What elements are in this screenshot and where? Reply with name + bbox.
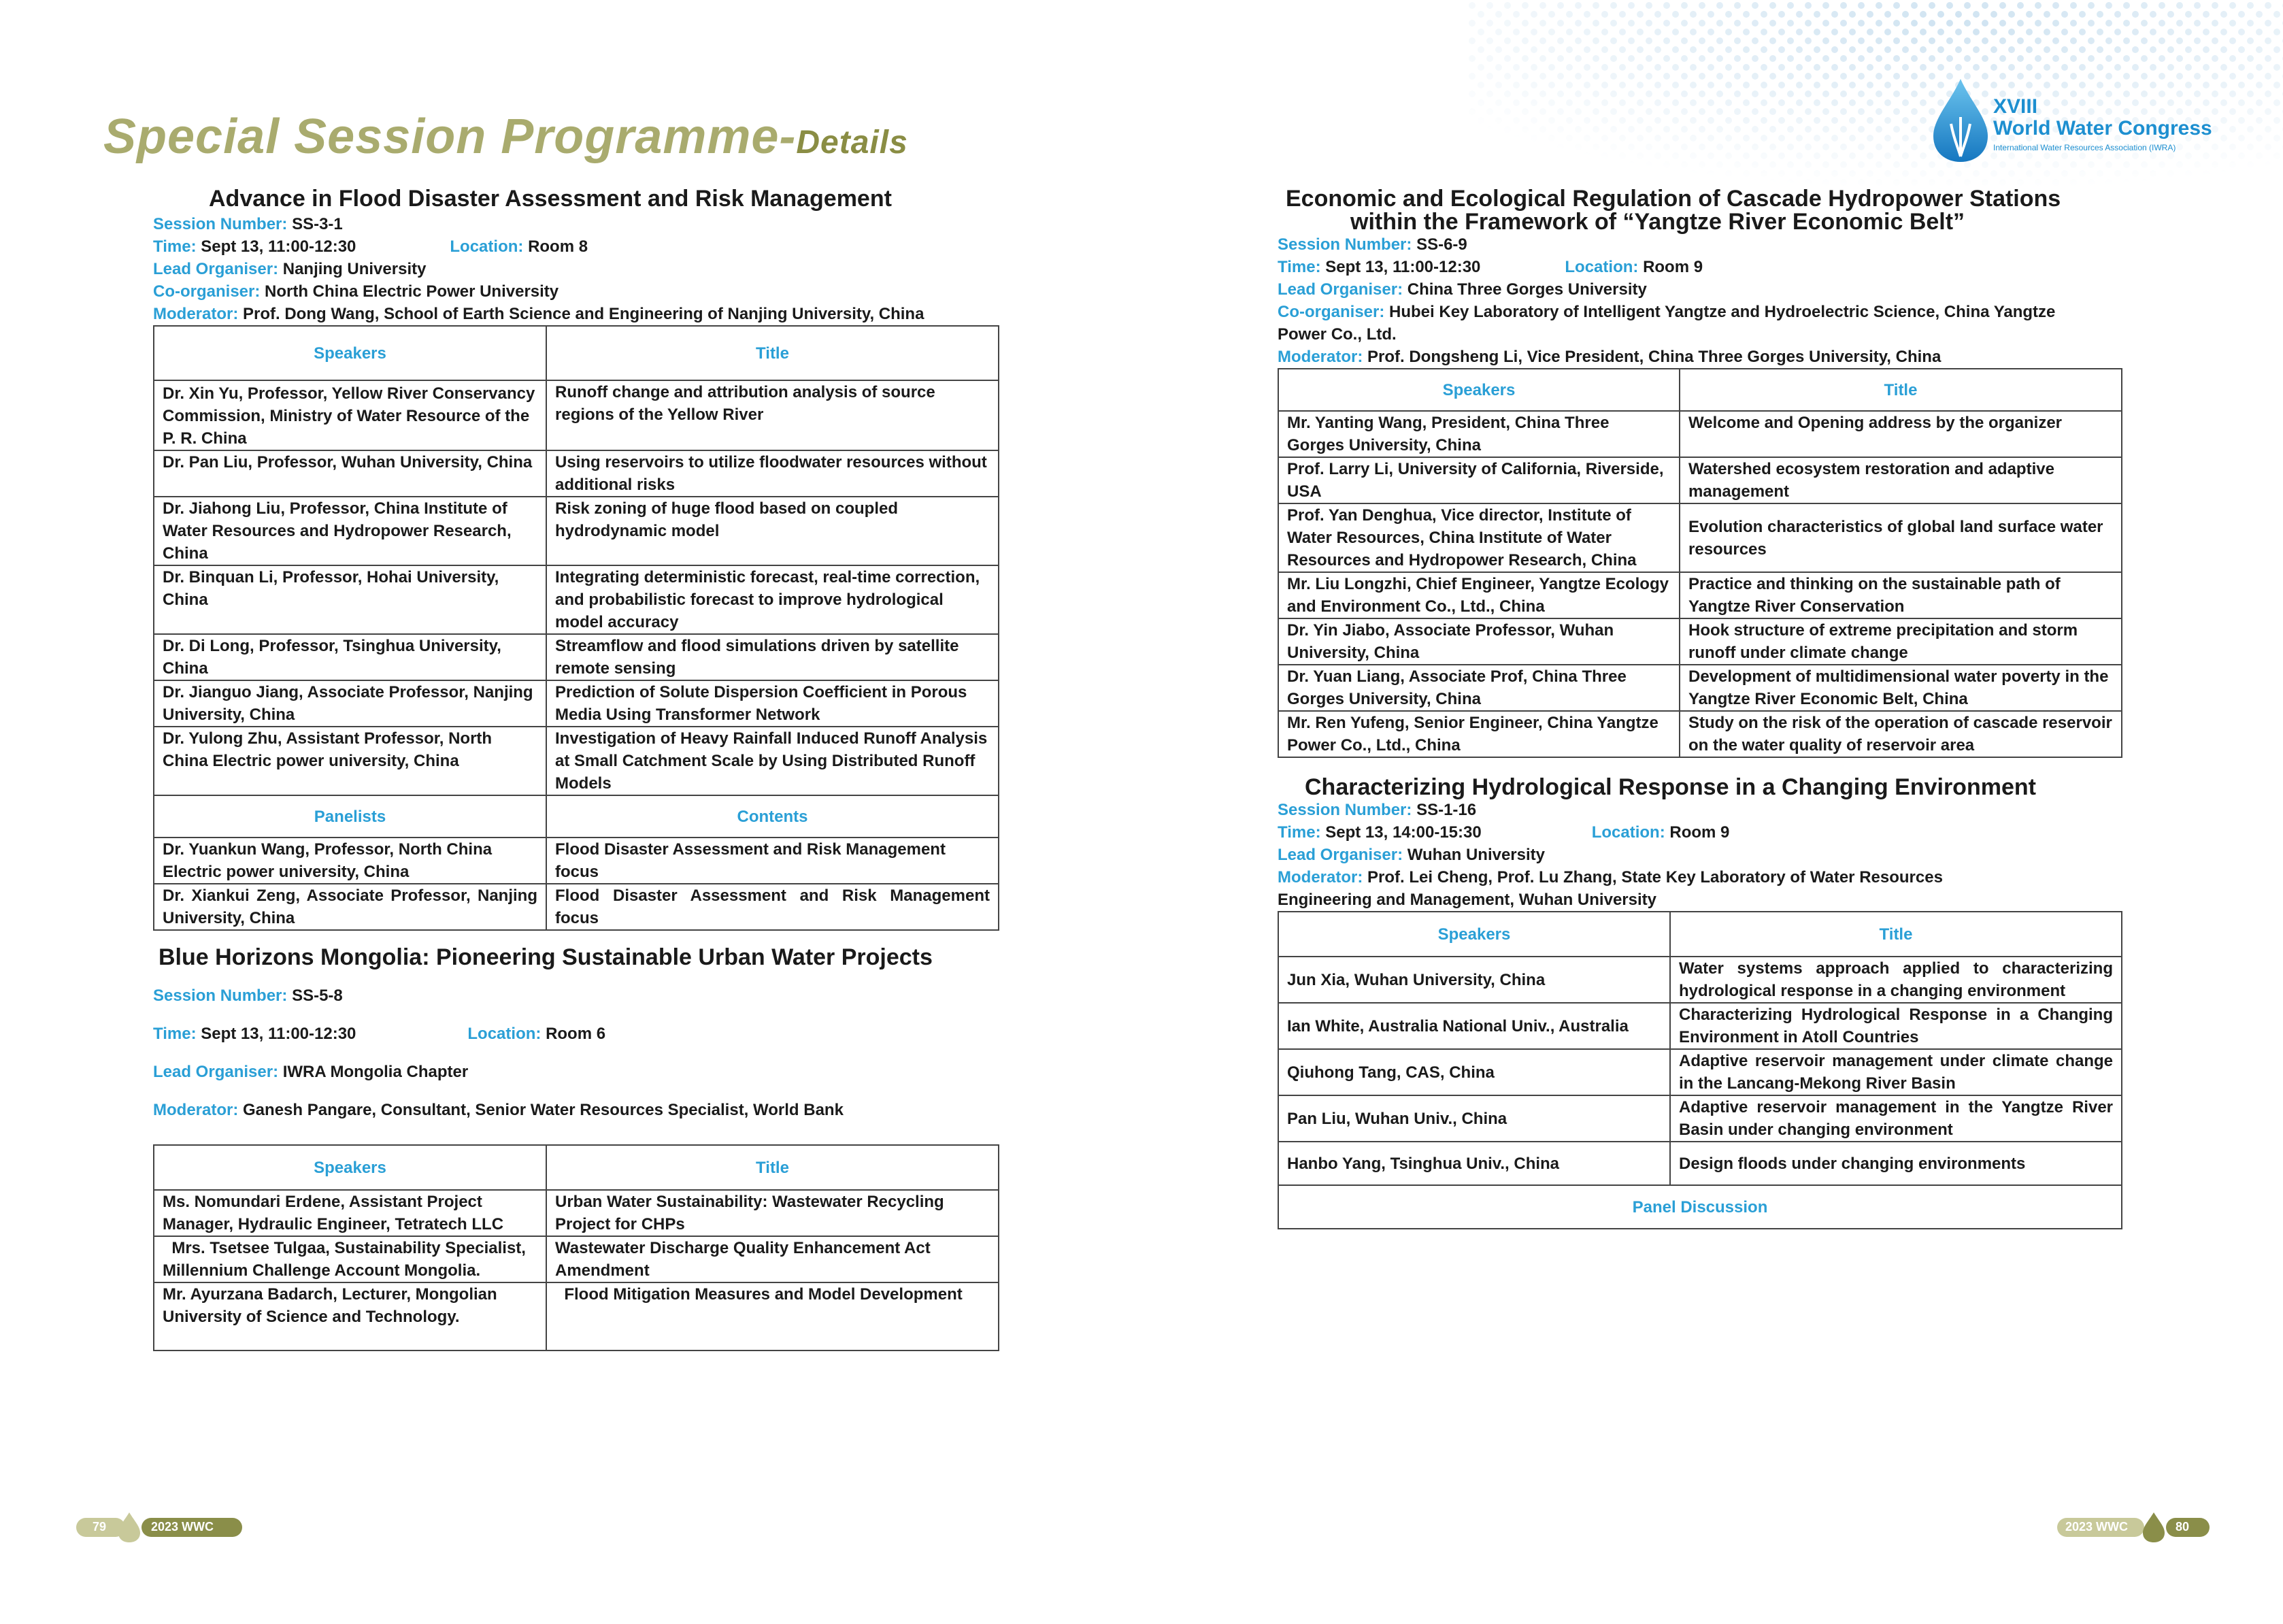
col-header-speakers: Speakers [154,1145,546,1190]
logo-org: International Water Resources Association (IWRA) [1993,143,2176,152]
session-title-line2: within the Framework of “Yangtze River Economic Belt” [1350,209,1965,235]
speakers-table [1278,368,2122,758]
footer-right [2057,1512,2211,1539]
session-meta: Session Number: SS-5-8 Time: Sept 13, 11:00-12:30 Location: Room 6 Lead Organiser: IWRA Mongolia Chapter Moderator: Ganesh Pangare, Consultant, Senior Water Resources Specialist, World Bank [153,987,844,1119]
speakers-table [153,325,999,931]
session-title: Economic and Ecological Regulation of Cascade Hydropower Stations [1286,186,2061,212]
speakers-table [1278,911,2122,1229]
table-row: Pan Liu, Wuhan Univ., China Adaptive reservoir management in the Yangtze River Basin under changing environment [1278,1095,2122,1142]
table-row: Dr. Yuan Liang, Associate Prof, China Three Gorges University, China Development of multidimensional water poverty in the Yangtze River Economic Belt, China [1278,665,2122,711]
session-title: Advance in Flood Disaster Assessment and Risk Management [209,186,892,212]
page-title: Special Session Programme-Details [103,110,908,164]
col-header-speakers: Speakers [1278,369,1680,411]
col-header-panelists: Panelists [154,795,546,838]
col-header-title: Title [1670,912,2122,957]
table-row: Hanbo Yang, Tsinghua Univ., China Design floods under changing environments [1278,1142,2122,1185]
table-row: Ian White, Australia National Univ., Australia Characterizing Hydrological Response in a Changing Environment in Atoll Countries [1278,1003,2122,1049]
left-column [153,187,998,1351]
speakers-table [153,1144,999,1351]
col-header-contents: Contents [546,795,999,838]
page-number: 79 [93,1520,107,1534]
wwc-logo [1931,76,2216,165]
footer-label: 2023 WWC [151,1520,214,1534]
panel-discussion-row: Panel Discussion [1278,1185,2122,1229]
table-row: Dr. Jianguo Jiang, Associate Professor, Nanjing University, China Prediction of Solute Dispersion Coefficient in Porous Media Using Transformer Network [154,680,999,727]
page-number: 80 [2176,1520,2190,1534]
footer-label: 2023 WWC [2065,1520,2129,1534]
table-row: Mr. Ren Yufeng, Senior Engineer, China Yangtze Power Co., Ltd., China Study on the risk of the operation of cascade reservoir on the water quality of reservoir area [1278,711,2122,757]
logo-edition: XVIII [1993,95,2038,118]
col-header-speakers: Speakers [1278,912,1670,957]
session-meta: Session Number: SS-1-16 Time: Sept 13, 14:00-15:30 Location: Room 9 Lead Organiser: Wuhan University Moderator: Prof. Lei Cheng, Prof. Lu Zhang, State Key Laboratory of Water Resources Engineering and Management, Wuhan University [1278,801,1943,909]
right-column [1278,187,2121,1229]
table-row: Prof. Yan Denghua, Vice director, Institute of Water Resources, China Institute of Water Resources and Hydropower Research, China Evolution characteristics of global land surface water resources [1278,503,2122,572]
table-row: Dr. Di Long, Professor, Tsinghua University, China Streamflow and flood simulations driven by satellite remote sensing [154,634,999,680]
table-row: Mr. Ayurzana Badarch, Lecturer, Mongolian University of Science and Technology. Flood Mitigation Measures and Model Development [154,1282,999,1350]
table-row: Dr. Xin Yu, Professor, Yellow River Conservancy Commission, Ministry of Water Resource of the P. R. China Runoff change and attribution analysis of source regions of the Yellow River [154,380,999,450]
table-row: Dr. Yuankun Wang, Professor, North China Electric power university, China Flood Disaster Assessment and Risk Management focus [154,838,999,884]
table-row: Qiuhong Tang, CAS, China Adaptive reservoir management under climate change in the Lancang-Mekong River Basin [1278,1049,2122,1095]
footer-left [76,1512,239,1539]
col-header-speakers: Speakers [154,326,546,380]
session-meta: Session Number: SS-6-9 Time: Sept 13, 11:00-12:30 Location: Room 9 Lead Organiser: China Three Gorges University Co-organiser: Hubei Key Laboratory of Intelligent Yangtze and Hydroelectric Science, China Yangtze Power Co., Ltd. Moderator: Prof. Dongsheng Li, Vice President, China Three Gorges University, China [1278,235,2056,366]
logo-name: World Water Congress [1993,117,2212,139]
session-title: Blue Horizons Mongolia: Pioneering Sustainable Urban Water Projects [159,944,933,970]
water-drop-logo-icon [1931,76,1990,165]
col-header-title: Title [546,326,999,380]
table-row: Dr. Pan Liu, Professor, Wuhan University, China Using reservoirs to utilize floodwater resources without additional risks [154,450,999,497]
table-row: Dr. Yulong Zhu, Assistant Professor, North China Electric power university, China Investigation of Heavy Rainfall Induced Runoff Analysis at Small Catchment Scale by Using Distributed Runoff Models [154,727,999,795]
table-row: Dr. Yin Jiabo, Associate Professor, Wuhan University, China Hook structure of extreme precipitation and storm runoff under climate change [1278,618,2122,665]
col-header-title: Title [1680,369,2122,411]
table-row: Jun Xia, Wuhan University, China Water systems approach applied to characterizing hydrological response in a changing environment [1278,957,2122,1003]
col-header-title: Title [546,1145,999,1190]
table-row: Dr. Jiahong Liu, Professor, China Institute of Water Resources and Hydropower Research, China Risk zoning of huge flood based on coupled hydrodynamic model [154,497,999,565]
table-row: Mr. Yanting Wang, President, China Three Gorges University, China Welcome and Opening address by the organizer [1278,411,2122,457]
session-title: Characterizing Hydrological Response in a Changing Environment [1305,774,2036,800]
table-row: Dr. Xiankui Zeng, Associate Professor, Nanjing University, China Flood Disaster Assessment and Risk Management focus [154,884,999,930]
session-meta: Session Number: SS-3-1 Time: Sept 13, 11:00-12:30 Location: Room 8 Lead Organiser: Nanjing University Co-organiser: North China Electric Power University Moderator: Prof. Dong Wang, School of Earth Science and Engineering of Nanjing University, China [153,215,924,323]
table-row: Ms. Nomundari Erdene, Assistant Project Manager, Hydraulic Engineer, Tetratech LLC Urban Water Sustainability: Wastewater Recycling Project for CHPs [154,1190,999,1236]
leaf-drop-icon [2142,1512,2166,1543]
table-row: Dr. Binquan Li, Professor, Hohai University, China Integrating deterministic forecast, real-time correction, and probabilistic forecast to improve hydrological model accuracy [154,565,999,634]
leaf-drop-icon [117,1512,141,1543]
table-row: Mr. Liu Longzhi, Chief Engineer, Yangtze Ecology and Environment Co., Ltd., China Practice and thinking on the sustainable path of Yangtze River Conservation [1278,572,2122,618]
table-row: Mrs. Tsetsee Tulgaa, Sustainability Specialist, Millennium Challenge Account Mongolia. Wastewater Discharge Quality Enhancement Act Amendment [154,1236,999,1282]
table-row: Prof. Larry Li, University of California, Riverside, USA Watershed ecosystem restoration and adaptive management [1278,457,2122,503]
